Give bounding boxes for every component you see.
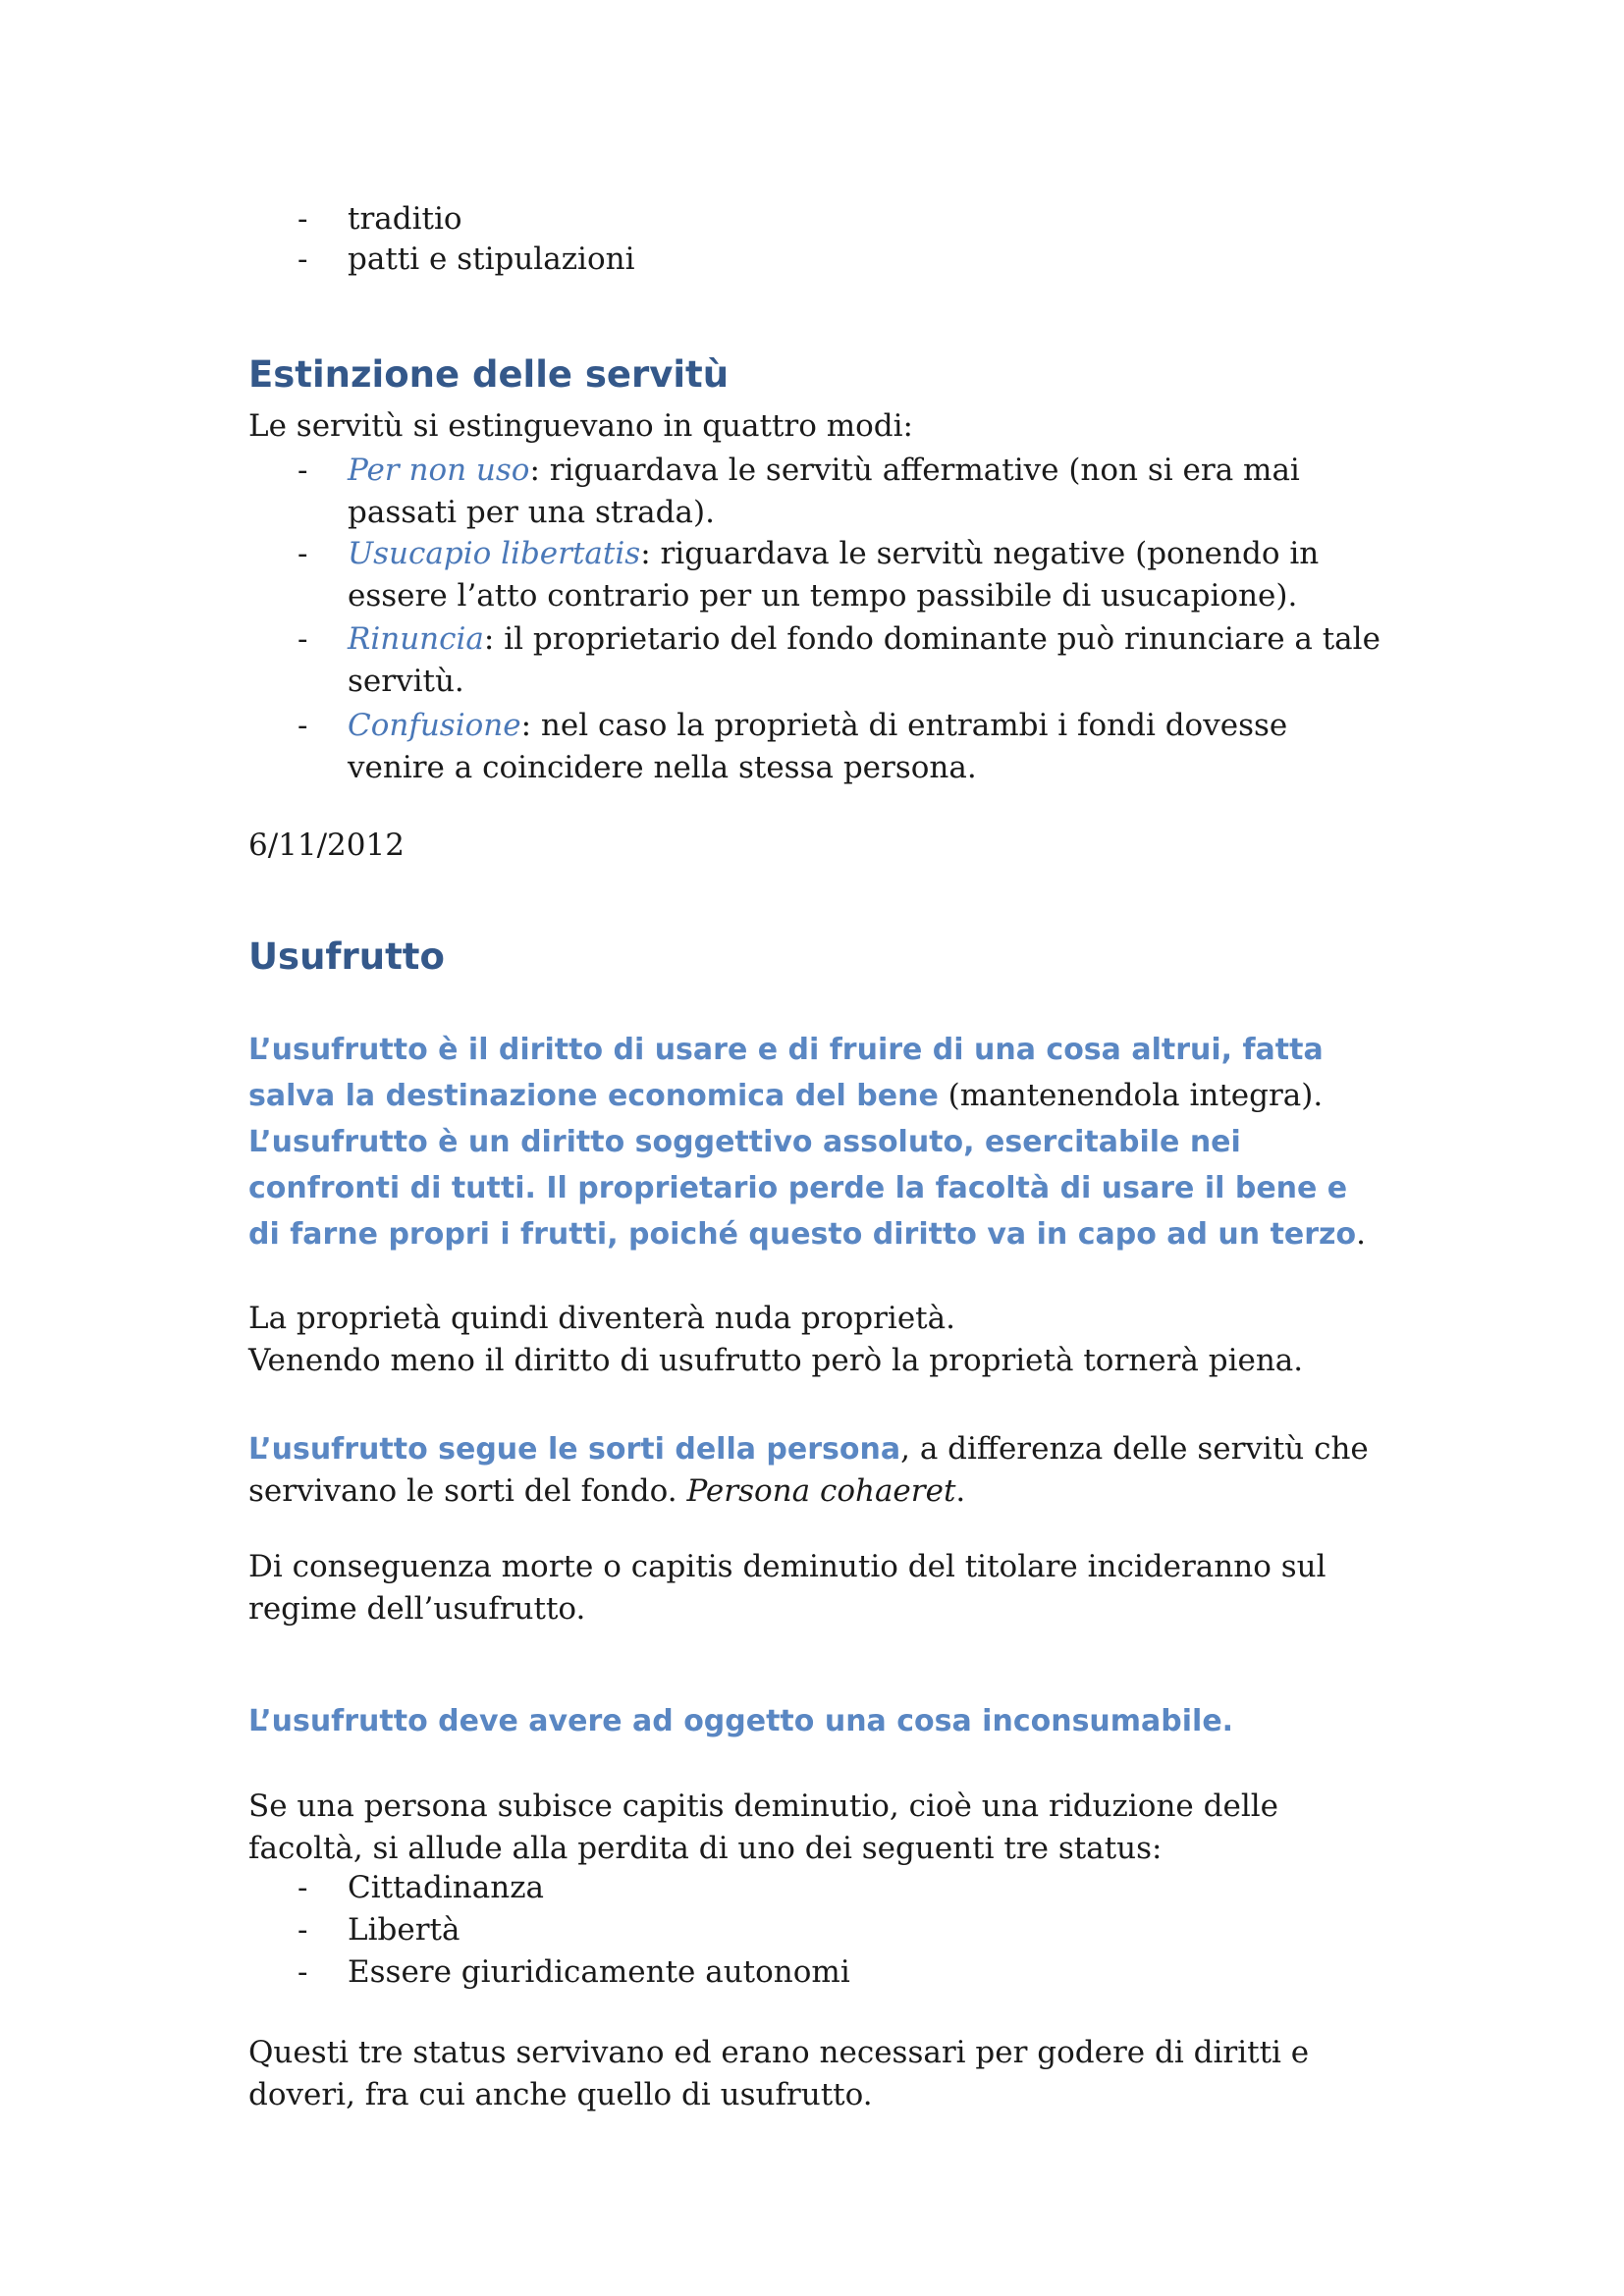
term-description: : riguardava le servitù negative (ponendo in essere l’atto contrario per un tempo passibile di usucapione). — [348, 536, 1320, 614]
list-dash: - — [298, 536, 308, 571]
list-item: Cittadinanza — [348, 1870, 545, 1905]
paragraph-text: (mantenendola integra). — [938, 1078, 1324, 1113]
list-item — [348, 533, 1388, 617]
paragraph-text: . — [1356, 1216, 1366, 1252]
list-item: Libertà — [348, 1912, 460, 1948]
paragraph: Questi tre status servivano ed erano necessari per godere di diritti e doveri, fra cui anche quello di usufrutto. — [248, 2035, 1310, 2112]
term: Per non uso — [348, 453, 530, 488]
list-item — [348, 618, 1388, 703]
latin-phrase: Persona cohaeret — [686, 1473, 956, 1509]
term-description: : nel caso la proprietà di entrambi i fondi dovesse venire a coincidere nella stessa persona. — [348, 708, 1288, 785]
list-dash: - — [298, 708, 308, 743]
paragraph-text: , a differenza delle servitù che servivano le sorti del fondo. — [248, 1431, 1369, 1509]
list-dash: - — [298, 241, 308, 277]
paragraph — [248, 1027, 1387, 1119]
paragraph — [248, 1119, 1387, 1257]
list-item — [348, 450, 1388, 534]
highlight-text: L’usufrutto è il diritto di usare e di fruire di una cosa altrui, fatta salva la destinazione economica del bene — [248, 1033, 1324, 1113]
paragraph-line: La proprietà quindi diventerà nuda proprietà. — [248, 1301, 955, 1336]
term: Confusione — [348, 708, 521, 743]
paragraph: Se una persona subisce capitis deminutio, cioè una riduzione delle facoltà, si allude alla perdita di uno dei seguenti tre status: — [248, 1789, 1278, 1866]
date-label: 6/11/2012 — [248, 828, 405, 863]
paragraph-line: Venendo meno il diritto di usufrutto però la proprietà tornerà piena. — [248, 1343, 1304, 1378]
list-item: patti e stipulazioni — [348, 241, 635, 277]
list-dash: - — [298, 201, 308, 237]
paragraph — [248, 1700, 1387, 1742]
list-dash: - — [298, 453, 308, 488]
section-intro: Le servitù si estinguevano in quattro modi: — [248, 408, 914, 444]
term-description: : il proprietario del fondo dominante può rinunciare a tale servitù. — [348, 621, 1380, 699]
term: Rinuncia — [348, 621, 484, 657]
list-dash: - — [298, 1912, 308, 1948]
term: Usucapio libertatis — [348, 536, 641, 571]
list-dash: - — [298, 1954, 308, 1990]
highlight-text: L’usufrutto deve avere ad oggetto una cosa inconsumabile. — [248, 1704, 1234, 1738]
highlight-text: L’usufrutto è un diritto soggettivo assoluto, esercitabile nei confronti di tutti. Il proprietario perde la facoltà di usare il bene e di farne propri i frutti, poiché questo diritto va in capo ad un terzo — [248, 1125, 1357, 1252]
paragraph: Di conseguenza morte o capitis deminutio del titolare incideranno sul regime dell’usufrutto. — [248, 1549, 1326, 1627]
list-dash: - — [298, 1870, 308, 1905]
highlight-text: L’usufrutto segue le sorti della persona — [248, 1432, 901, 1467]
list-item — [348, 705, 1388, 789]
list-dash: - — [298, 621, 308, 657]
list-item: Essere giuridicamente autonomi — [348, 1954, 850, 1990]
section-heading-estinzione: Estinzione delle servitù — [248, 353, 730, 396]
list-item: traditio — [348, 201, 462, 237]
term-description: : riguardava le servitù affermative (non si era mai passati per una strada). — [348, 453, 1300, 530]
paragraph-text: . — [955, 1473, 966, 1509]
section-heading-usufrutto: Usufrutto — [248, 935, 445, 978]
paragraph — [248, 1428, 1387, 1513]
